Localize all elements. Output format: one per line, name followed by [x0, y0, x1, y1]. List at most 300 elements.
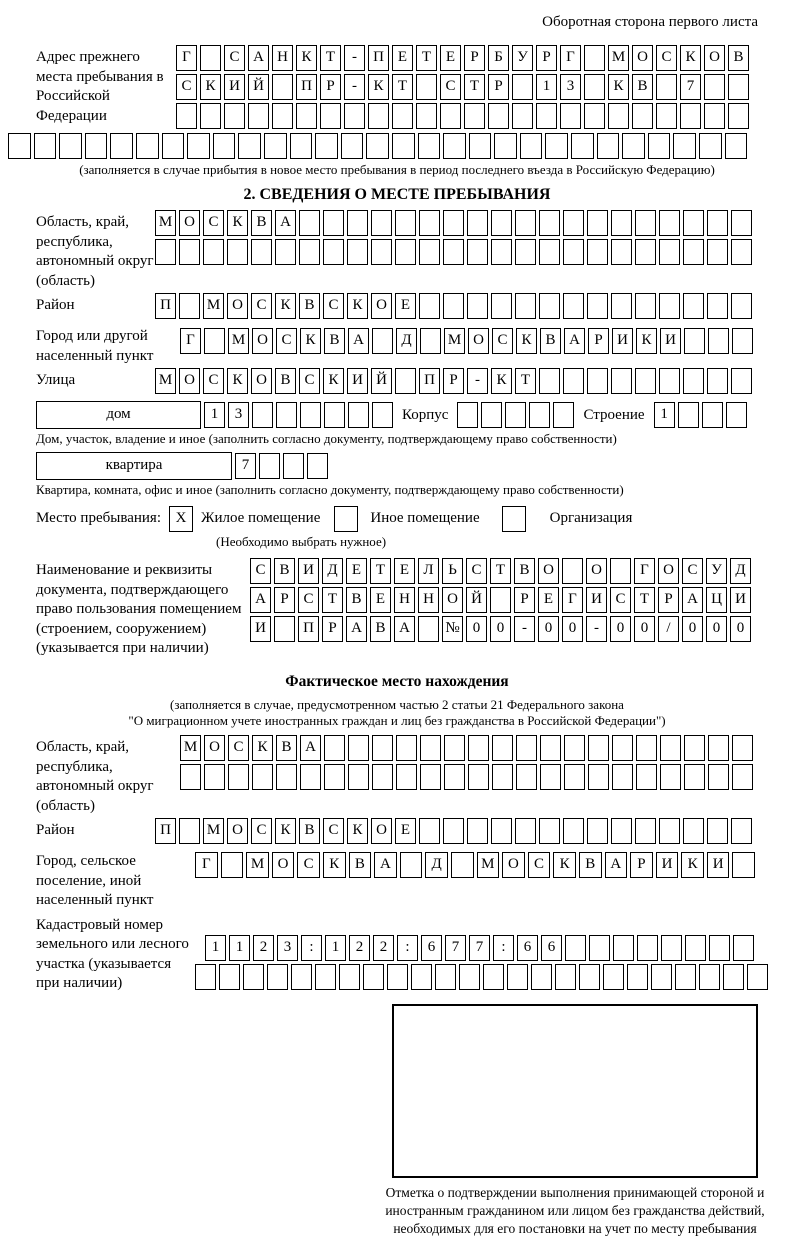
char-cell[interactable]: К	[636, 328, 657, 354]
char-cell[interactable]	[637, 935, 658, 961]
char-cell[interactable]: И	[660, 328, 681, 354]
char-cell[interactable]: С	[224, 45, 245, 71]
char-cell[interactable]: М	[155, 368, 176, 394]
char-cell[interactable]	[539, 293, 560, 319]
char-cell[interactable]: О	[704, 45, 725, 71]
char-cell[interactable]	[588, 764, 609, 790]
char-cell[interactable]	[341, 133, 364, 159]
char-cell[interactable]	[324, 735, 345, 761]
char-cell[interactable]	[529, 402, 550, 428]
prev-address-row-1[interactable]	[176, 45, 749, 71]
char-cell[interactable]: Е	[370, 587, 391, 613]
char-cell[interactable]	[562, 558, 583, 584]
char-cell[interactable]: Н	[418, 587, 439, 613]
char-cell[interactable]: Р	[464, 45, 485, 71]
char-cell[interactable]	[540, 735, 561, 761]
char-cell[interactable]: И	[586, 587, 607, 613]
char-cell[interactable]: С	[251, 293, 272, 319]
char-cell[interactable]	[180, 764, 201, 790]
char-cell[interactable]	[272, 103, 293, 129]
char-cell[interactable]	[200, 103, 221, 129]
char-cell[interactable]: К	[323, 368, 344, 394]
char-cell[interactable]: 2	[349, 935, 370, 961]
char-cell[interactable]: И	[612, 328, 633, 354]
char-cell[interactable]	[155, 239, 176, 265]
char-cell[interactable]	[372, 328, 393, 354]
char-cell[interactable]	[203, 239, 224, 265]
char-cell[interactable]: К	[681, 852, 704, 878]
char-cell[interactable]	[267, 964, 288, 990]
char-cell[interactable]	[515, 239, 536, 265]
char-cell[interactable]	[179, 239, 200, 265]
char-cell[interactable]: О	[179, 210, 200, 236]
char-cell[interactable]	[420, 328, 441, 354]
char-cell[interactable]: С	[323, 818, 344, 844]
char-cell[interactable]	[467, 239, 488, 265]
char-cell[interactable]	[708, 764, 729, 790]
char-cell[interactable]	[732, 852, 755, 878]
char-cell[interactable]	[272, 74, 293, 100]
char-cell[interactable]: В	[514, 558, 535, 584]
char-cell[interactable]	[661, 935, 682, 961]
char-cell[interactable]: С	[466, 558, 487, 584]
char-cell[interactable]: И	[224, 74, 245, 100]
char-cell[interactable]	[563, 210, 584, 236]
char-cell[interactable]: О	[632, 45, 653, 71]
char-cell[interactable]	[707, 239, 728, 265]
char-cell[interactable]	[259, 453, 280, 479]
char-cell[interactable]	[491, 210, 512, 236]
char-cell[interactable]: Е	[538, 587, 559, 613]
char-cell[interactable]: И	[250, 616, 271, 642]
char-cell[interactable]: В	[346, 587, 367, 613]
char-cell[interactable]: 1	[204, 402, 225, 428]
char-cell[interactable]: Й	[466, 587, 487, 613]
char-cell[interactable]: 0	[466, 616, 487, 642]
char-cell[interactable]	[179, 818, 200, 844]
char-cell[interactable]	[702, 402, 723, 428]
char-cell[interactable]	[564, 735, 585, 761]
char-cell[interactable]	[683, 210, 704, 236]
char-cell[interactable]: Т	[464, 74, 485, 100]
char-cell[interactable]: П	[298, 616, 319, 642]
char-cell[interactable]: О	[586, 558, 607, 584]
char-cell[interactable]	[248, 103, 269, 129]
char-cell[interactable]	[732, 328, 753, 354]
char-cell[interactable]	[300, 764, 321, 790]
char-cell[interactable]	[411, 964, 432, 990]
char-cell[interactable]: Е	[392, 45, 413, 71]
char-cell[interactable]	[339, 964, 360, 990]
char-cell[interactable]	[420, 735, 441, 761]
char-cell[interactable]: Т	[320, 45, 341, 71]
char-cell[interactable]	[512, 74, 533, 100]
char-cell[interactable]	[704, 74, 725, 100]
char-cell[interactable]: С	[250, 558, 271, 584]
char-cell[interactable]: К	[553, 852, 576, 878]
char-cell[interactable]	[420, 764, 441, 790]
char-cell[interactable]	[587, 293, 608, 319]
char-cell[interactable]	[648, 133, 671, 159]
char-cell[interactable]	[747, 964, 768, 990]
char-cell[interactable]: И	[730, 587, 751, 613]
char-cell[interactable]	[659, 818, 680, 844]
fact-city-row[interactable]	[195, 852, 755, 878]
char-cell[interactable]	[419, 818, 440, 844]
char-cell[interactable]	[299, 210, 320, 236]
char-cell[interactable]	[512, 103, 533, 129]
char-cell[interactable]	[659, 293, 680, 319]
prev-address-row-3[interactable]	[176, 103, 749, 129]
char-cell[interactable]	[323, 239, 344, 265]
char-cell[interactable]: Р	[322, 616, 343, 642]
char-cell[interactable]: С	[682, 558, 703, 584]
char-cell[interactable]	[443, 133, 466, 159]
char-cell[interactable]	[704, 103, 725, 129]
char-cell[interactable]: Й	[248, 74, 269, 100]
char-cell[interactable]: Р	[588, 328, 609, 354]
char-cell[interactable]	[366, 133, 389, 159]
char-cell[interactable]: 1	[229, 935, 250, 961]
char-cell[interactable]	[563, 293, 584, 319]
char-cell[interactable]: Л	[418, 558, 439, 584]
char-cell[interactable]: 0	[490, 616, 511, 642]
char-cell[interactable]: Г	[634, 558, 655, 584]
char-cell[interactable]: О	[252, 328, 273, 354]
char-cell[interactable]	[291, 964, 312, 990]
char-cell[interactable]: Р	[488, 74, 509, 100]
char-cell[interactable]: О	[251, 368, 272, 394]
char-cell[interactable]: К	[252, 735, 273, 761]
char-cell[interactable]	[283, 453, 304, 479]
char-cell[interactable]	[539, 239, 560, 265]
char-cell[interactable]	[467, 210, 488, 236]
char-cell[interactable]	[419, 210, 440, 236]
char-cell[interactable]	[315, 964, 336, 990]
char-cell[interactable]	[468, 764, 489, 790]
char-cell[interactable]: Г	[195, 852, 218, 878]
char-cell[interactable]: Н	[272, 45, 293, 71]
cadastre-row-2[interactable]	[195, 964, 768, 990]
char-cell[interactable]	[204, 328, 225, 354]
char-cell[interactable]	[660, 764, 681, 790]
char-cell[interactable]: 0	[538, 616, 559, 642]
char-cell[interactable]	[635, 293, 656, 319]
char-cell[interactable]: В	[299, 293, 320, 319]
char-cell[interactable]: К	[608, 74, 629, 100]
char-cell[interactable]	[516, 735, 537, 761]
char-cell[interactable]	[264, 133, 287, 159]
char-cell[interactable]: А	[300, 735, 321, 761]
char-cell[interactable]: 6	[421, 935, 442, 961]
char-cell[interactable]	[539, 818, 560, 844]
char-cell[interactable]	[494, 133, 517, 159]
char-cell[interactable]	[707, 293, 728, 319]
char-cell[interactable]: 2	[373, 935, 394, 961]
char-cell[interactable]	[444, 764, 465, 790]
char-cell[interactable]: Р	[443, 368, 464, 394]
char-cell[interactable]: 0	[610, 616, 631, 642]
char-cell[interactable]: О	[227, 293, 248, 319]
char-cell[interactable]	[251, 239, 272, 265]
fact-region-row-1[interactable]	[180, 735, 753, 761]
char-cell[interactable]	[651, 964, 672, 990]
char-cell[interactable]: О	[442, 587, 463, 613]
char-cell[interactable]: В	[370, 616, 391, 642]
char-cell[interactable]	[395, 368, 416, 394]
char-cell[interactable]	[610, 558, 631, 584]
char-cell[interactable]: В	[276, 735, 297, 761]
char-cell[interactable]	[588, 735, 609, 761]
stay-type-checkbox-residential[interactable]: X	[169, 506, 193, 532]
char-cell[interactable]	[612, 764, 633, 790]
cadastre-row-1[interactable]	[205, 935, 768, 961]
char-cell[interactable]	[467, 293, 488, 319]
char-cell[interactable]: О	[468, 328, 489, 354]
char-cell[interactable]: М	[246, 852, 269, 878]
char-cell[interactable]	[589, 935, 610, 961]
char-cell[interactable]: 7	[680, 74, 701, 100]
char-cell[interactable]	[348, 735, 369, 761]
char-cell[interactable]	[252, 764, 273, 790]
char-cell[interactable]	[469, 133, 492, 159]
char-cell[interactable]	[371, 239, 392, 265]
region-row-1[interactable]	[155, 210, 752, 236]
char-cell[interactable]: О	[538, 558, 559, 584]
char-cell[interactable]	[632, 103, 653, 129]
char-cell[interactable]	[683, 239, 704, 265]
char-cell[interactable]	[348, 402, 369, 428]
char-cell[interactable]	[611, 368, 632, 394]
char-cell[interactable]	[443, 239, 464, 265]
char-cell[interactable]	[635, 210, 656, 236]
char-cell[interactable]: С	[299, 368, 320, 394]
char-cell[interactable]	[684, 735, 705, 761]
char-cell[interactable]: О	[179, 368, 200, 394]
char-cell[interactable]: А	[275, 210, 296, 236]
char-cell[interactable]: К	[368, 74, 389, 100]
stroenie-row[interactable]	[654, 402, 747, 428]
char-cell[interactable]: :	[493, 935, 514, 961]
char-cell[interactable]: М	[608, 45, 629, 71]
char-cell[interactable]: О	[272, 852, 295, 878]
char-cell[interactable]	[227, 239, 248, 265]
char-cell[interactable]	[392, 133, 415, 159]
char-cell[interactable]	[418, 616, 439, 642]
char-cell[interactable]	[636, 735, 657, 761]
char-cell[interactable]	[707, 818, 728, 844]
char-cell[interactable]	[444, 735, 465, 761]
char-cell[interactable]: Р	[630, 852, 653, 878]
char-cell[interactable]: 7	[445, 935, 466, 961]
char-cell[interactable]	[395, 210, 416, 236]
char-cell[interactable]: В	[349, 852, 372, 878]
char-cell[interactable]: :	[397, 935, 418, 961]
char-cell[interactable]	[443, 210, 464, 236]
char-cell[interactable]	[443, 818, 464, 844]
char-cell[interactable]: С	[276, 328, 297, 354]
char-cell[interactable]	[683, 293, 704, 319]
char-cell[interactable]: Б	[488, 45, 509, 71]
char-cell[interactable]: Д	[425, 852, 448, 878]
char-cell[interactable]: И	[656, 852, 679, 878]
char-cell[interactable]: Р	[658, 587, 679, 613]
char-cell[interactable]: К	[200, 74, 221, 100]
char-cell[interactable]	[195, 964, 216, 990]
char-cell[interactable]: А	[348, 328, 369, 354]
char-cell[interactable]: А	[605, 852, 628, 878]
char-cell[interactable]: 0	[682, 616, 703, 642]
char-cell[interactable]	[707, 368, 728, 394]
char-cell[interactable]	[611, 818, 632, 844]
char-cell[interactable]	[680, 103, 701, 129]
char-cell[interactable]: К	[227, 210, 248, 236]
char-cell[interactable]: А	[250, 587, 271, 613]
char-cell[interactable]	[416, 103, 437, 129]
char-cell[interactable]	[515, 210, 536, 236]
char-cell[interactable]: /	[658, 616, 679, 642]
char-cell[interactable]: 0	[730, 616, 751, 642]
char-cell[interactable]: В	[299, 818, 320, 844]
char-cell[interactable]	[296, 103, 317, 129]
char-cell[interactable]	[584, 103, 605, 129]
char-cell[interactable]: М	[180, 735, 201, 761]
char-cell[interactable]: Д	[396, 328, 417, 354]
korpus-row[interactable]	[457, 402, 574, 428]
char-cell[interactable]: 2	[253, 935, 274, 961]
char-cell[interactable]	[507, 964, 528, 990]
char-cell[interactable]: Г	[562, 587, 583, 613]
char-cell[interactable]	[597, 133, 620, 159]
char-cell[interactable]: Е	[394, 558, 415, 584]
char-cell[interactable]	[635, 368, 656, 394]
char-cell[interactable]	[419, 239, 440, 265]
char-cell[interactable]	[563, 368, 584, 394]
char-cell[interactable]	[539, 368, 560, 394]
char-cell[interactable]: В	[275, 368, 296, 394]
char-cell[interactable]: У	[706, 558, 727, 584]
char-cell[interactable]	[492, 764, 513, 790]
char-cell[interactable]: Т	[634, 587, 655, 613]
char-cell[interactable]: Ь	[442, 558, 463, 584]
char-cell[interactable]	[483, 964, 504, 990]
char-cell[interactable]: М	[203, 293, 224, 319]
char-cell[interactable]	[540, 764, 561, 790]
house-number-row[interactable]	[204, 402, 393, 428]
char-cell[interactable]: С	[176, 74, 197, 100]
char-cell[interactable]: 0	[706, 616, 727, 642]
char-cell[interactable]: К	[300, 328, 321, 354]
char-cell[interactable]	[481, 402, 502, 428]
char-cell[interactable]: М	[477, 852, 500, 878]
char-cell[interactable]: К	[323, 852, 346, 878]
char-cell[interactable]: О	[371, 293, 392, 319]
char-cell[interactable]	[348, 764, 369, 790]
char-cell[interactable]: О	[371, 818, 392, 844]
char-cell[interactable]	[587, 818, 608, 844]
char-cell[interactable]	[363, 964, 384, 990]
char-cell[interactable]	[8, 133, 31, 159]
char-cell[interactable]: В	[579, 852, 602, 878]
char-cell[interactable]	[221, 852, 244, 878]
char-cell[interactable]: У	[512, 45, 533, 71]
char-cell[interactable]: Т	[392, 74, 413, 100]
char-cell[interactable]: С	[203, 368, 224, 394]
char-cell[interactable]	[162, 133, 185, 159]
char-cell[interactable]	[636, 764, 657, 790]
char-cell[interactable]: 0	[562, 616, 583, 642]
char-cell[interactable]: М	[203, 818, 224, 844]
char-cell[interactable]	[179, 293, 200, 319]
char-cell[interactable]	[275, 239, 296, 265]
char-cell[interactable]	[459, 964, 480, 990]
char-cell[interactable]: 3	[560, 74, 581, 100]
char-cell[interactable]	[584, 74, 605, 100]
document-row-2[interactable]	[250, 587, 751, 613]
char-cell[interactable]: Р	[514, 587, 535, 613]
char-cell[interactable]	[611, 293, 632, 319]
char-cell[interactable]: К	[275, 293, 296, 319]
char-cell[interactable]	[344, 103, 365, 129]
char-cell[interactable]	[491, 239, 512, 265]
char-cell[interactable]: И	[707, 852, 730, 878]
char-cell[interactable]: С	[492, 328, 513, 354]
char-cell[interactable]	[707, 210, 728, 236]
char-cell[interactable]	[565, 935, 586, 961]
char-cell[interactable]	[274, 616, 295, 642]
char-cell[interactable]	[627, 964, 648, 990]
char-cell[interactable]	[587, 368, 608, 394]
char-cell[interactable]: А	[374, 852, 397, 878]
char-cell[interactable]	[611, 210, 632, 236]
char-cell[interactable]	[457, 402, 478, 428]
char-cell[interactable]	[613, 935, 634, 961]
prev-address-row-2[interactable]	[176, 74, 749, 100]
char-cell[interactable]	[726, 402, 747, 428]
char-cell[interactable]: Р	[274, 587, 295, 613]
char-cell[interactable]	[539, 210, 560, 236]
char-cell[interactable]: :	[301, 935, 322, 961]
region-row-2[interactable]	[155, 239, 752, 265]
char-cell[interactable]	[219, 964, 240, 990]
char-cell[interactable]	[732, 764, 753, 790]
char-cell[interactable]	[656, 103, 677, 129]
char-cell[interactable]	[443, 293, 464, 319]
char-cell[interactable]	[708, 328, 729, 354]
char-cell[interactable]	[731, 818, 752, 844]
char-cell[interactable]: 1	[205, 935, 226, 961]
char-cell[interactable]	[563, 239, 584, 265]
char-cell[interactable]	[315, 133, 338, 159]
city-row[interactable]	[180, 328, 753, 354]
char-cell[interactable]: №	[442, 616, 463, 642]
char-cell[interactable]	[85, 133, 108, 159]
char-cell[interactable]	[290, 133, 313, 159]
char-cell[interactable]	[611, 239, 632, 265]
char-cell[interactable]: В	[251, 210, 272, 236]
char-cell[interactable]: С	[656, 45, 677, 71]
char-cell[interactable]	[678, 402, 699, 428]
char-cell[interactable]	[372, 735, 393, 761]
char-cell[interactable]	[419, 293, 440, 319]
char-cell[interactable]	[733, 935, 754, 961]
char-cell[interactable]	[660, 735, 681, 761]
char-cell[interactable]	[387, 964, 408, 990]
char-cell[interactable]	[224, 103, 245, 129]
char-cell[interactable]	[673, 133, 696, 159]
fact-region-row-2[interactable]	[180, 764, 753, 790]
apartment-number-row[interactable]	[235, 453, 328, 479]
